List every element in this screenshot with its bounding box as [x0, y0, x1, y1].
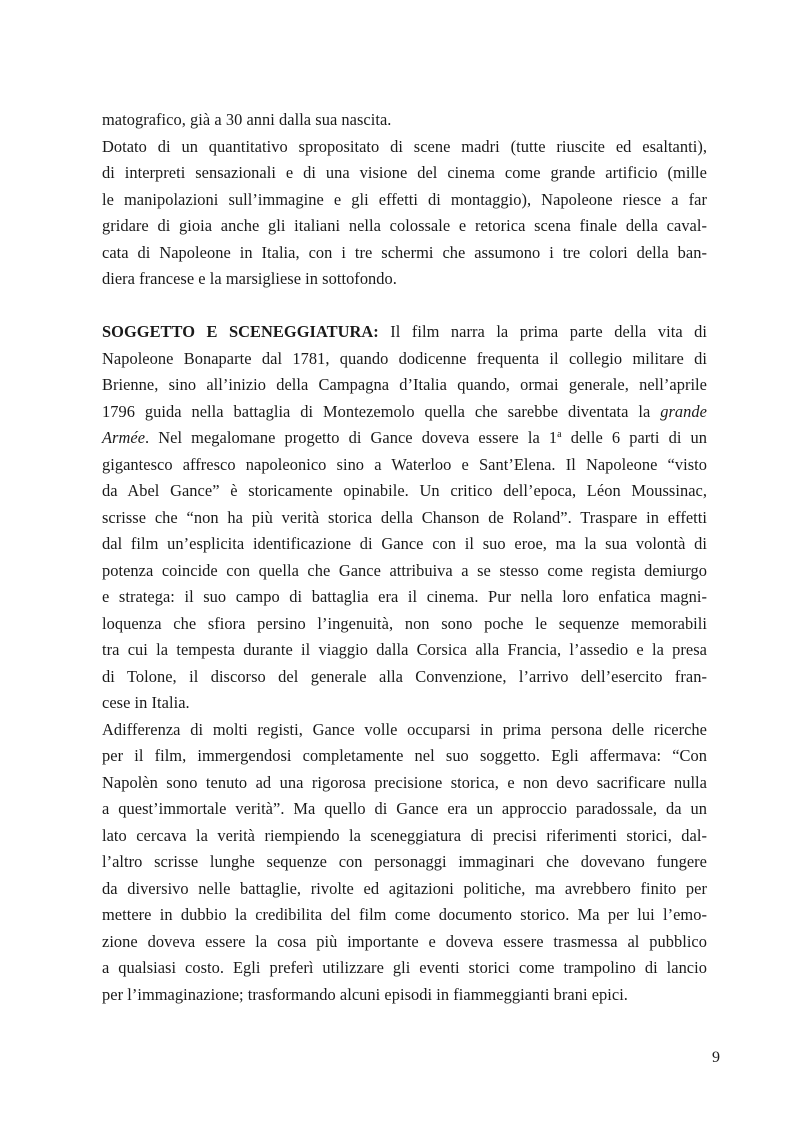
paragraph-line: Dotato di un quantitativo spropositato di scene madri (tutte riuscite ed esaltanti),: [102, 136, 707, 156]
paragraph-line: potenza coincide con quella che Gance attribuiva a se stesso come regista demiurgo: [102, 560, 707, 580]
paragraph-line: Adifferenza di molti registi, Gance volle occuparsi in prima persona delle ricerche: [102, 719, 707, 739]
paragraph-line: diera francese e la marsigliese in sottofondo.: [102, 269, 397, 288]
paragraph-line: lato cercava la verità riempiendo la sceneggiatura di precisi riferimenti storici, dal-: [102, 825, 707, 845]
paragraph-line: Brienne, sino all’inizio della Campagna d’Italia quando, ormai generale, nell’aprile: [102, 375, 707, 394]
paragraph-line: gigantesco affresco napoleonico sino a Waterloo e Sant’Elena. Il Napoleone “visto: [102, 454, 707, 474]
italic-text: grande: [660, 401, 707, 421]
paragraph-line: [102, 399, 707, 426]
paragraph-line: di Tolone, il discorso del generale alla Convenzione, l’arrivo dell’esercito fran-: [102, 666, 707, 686]
paragraph-line: da diversivo nelle battaglie, rivolte ed agitazioni politiche, ma avrebbero finito per: [102, 878, 707, 898]
paragraph-line: matografico, già a 30 anni dalla sua nascita.: [102, 110, 392, 129]
paragraph-line: [102, 425, 707, 452]
line-text: delle 6 parti di un: [561, 428, 707, 447]
paragraph-line: mettere in dubbio la credibilita del film come documento storico. Ma per lui l’emo-: [102, 905, 707, 924]
page-body: [102, 107, 707, 1008]
line-text: 1796 guida nella battaglia di Montezemolo quella che sarebbe diventata la: [102, 401, 661, 421]
paragraph-line: e stratega: il suo campo di battaglia era il cinema. Pur nella loro enfatica magni-: [102, 587, 707, 606]
paragraph-line: gridare di gioia anche gli italiani nella colossale e retorica scena finale della caval-: [102, 216, 707, 235]
paragraph-line: le manipolazioni sull’immagine e gli effetti di montaggio), Napoleone riesce a far: [102, 189, 707, 209]
paragraph-line: a quest’immortale verità”. Ma quello di Gance era un approccio paradossale, da un: [102, 799, 707, 818]
paragraph-line: cata di Napoleone in Italia, con i tre schermi che assumono i tre colori della ban-: [102, 242, 707, 262]
paragraph-line: loquenza che sfiora persino l’ingenuità, non sono poche le sequenze memorabili: [102, 613, 707, 633]
paragraph-line: di interpreti sensazionali e di una visione del cinema come grande artificio (mille: [102, 163, 707, 182]
line-text: . Nel megalomane progetto di Gance doveva essere la 1: [145, 428, 558, 447]
paragraph-line: cese in Italia.: [102, 693, 190, 712]
paragraph-line: Napoleone Bonaparte dal 1781, quando dodicenne frequenta il collegio militare di: [102, 348, 707, 368]
page-number: 9: [712, 1049, 720, 1066]
paragraph-line: Napolèn sono tenuto ad una rigorosa precisione storica, e non devo sacrificare nulla: [102, 772, 707, 792]
superscript-text: a: [557, 429, 562, 440]
section-first-line: [102, 319, 707, 346]
paragraph-line: a qualsiasi costo. Egli preferì utilizzare gli eventi storici come trampolino di lancio: [102, 958, 707, 977]
section-first-line-text: Il film narra la prima parte della vita di: [378, 322, 708, 341]
paragraph-line: tra cui la tempesta durante il viaggio dalla Corsica alla Francia, l’assedio e la presa: [102, 640, 707, 659]
paragraph-line: l’altro scrisse lunghe sequenze con personaggi immaginari che dovevano fungere: [102, 852, 707, 871]
paragraph-line: per l’immaginazione; trasformando alcuni episodi in fiammeggianti brani epici.: [102, 984, 628, 1004]
paragraph-gap: [102, 293, 707, 320]
paragraph-line: per il film, immergendosi completamente nel suo soggetto. Egli affermava: “Con: [102, 746, 707, 765]
section-heading: SOGGETTO E SCENEGGIATURA:: [102, 322, 379, 341]
paragraph-line: zione doveva essere la cosa più importante e doveva essere trasmessa al pubblico: [102, 931, 707, 951]
paragraph-line: da Abel Gance” è storicamente opinabile. Un critico dell’epoca, Léon Moussinac,: [102, 481, 707, 500]
paragraph-line: scrisse che “non ha più verità storica della Chanson de Roland”. Traspare in effetti: [102, 507, 707, 527]
italic-text: Armée: [102, 428, 146, 447]
paragraph-line: dal film un’esplicita identificazione di Gance con il suo eroe, ma la sua volontà di: [102, 534, 707, 553]
